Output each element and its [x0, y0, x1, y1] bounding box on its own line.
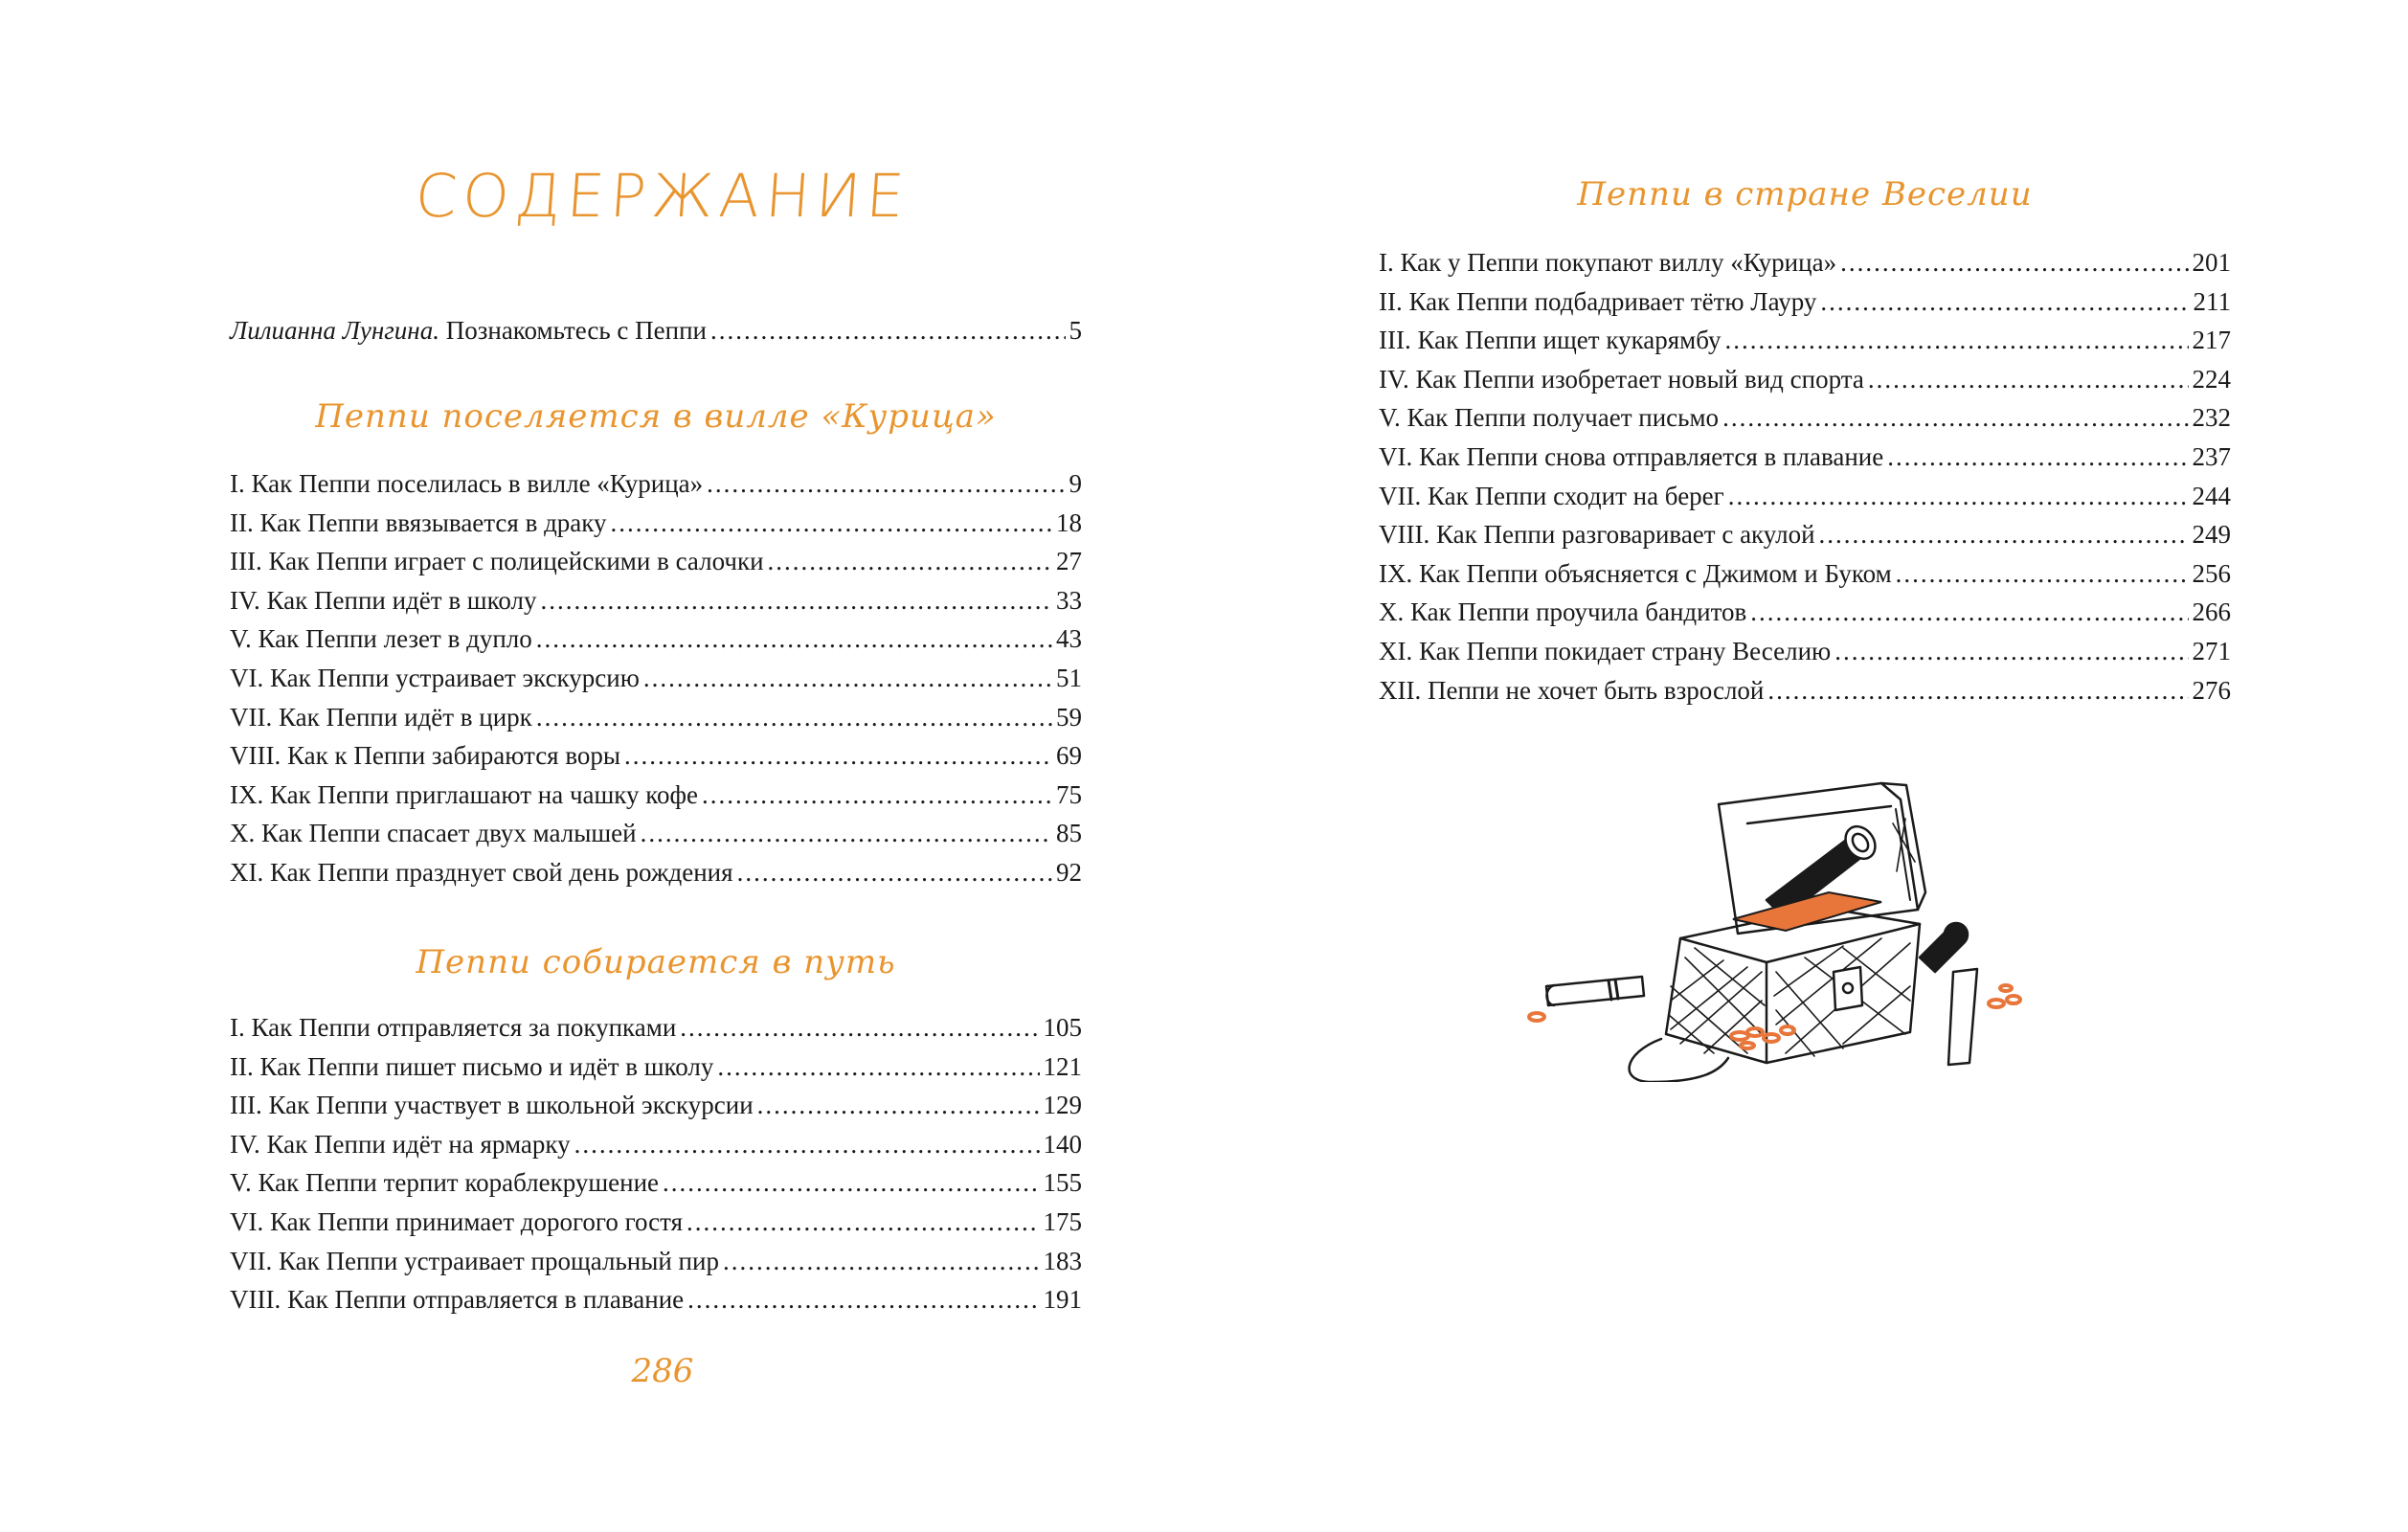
- toc-entry-title: IX. Как Пеппи объясняется с Джимом и Буком: [1379, 558, 1892, 588]
- treasure-chest-illustration: [1527, 766, 2044, 1082]
- dot-leader: [723, 1242, 1040, 1281]
- toc-entry[interactable]: [230, 814, 1082, 853]
- dot-leader: [1820, 282, 2189, 322]
- toc-entry-page: 33: [1056, 585, 1082, 615]
- toc-entry[interactable]: [230, 1125, 1082, 1164]
- toc-entry-title: X. Как Пеппи проучила бандитов: [1379, 597, 1747, 627]
- dot-leader: [717, 1048, 1039, 1087]
- dot-leader: [1728, 477, 2189, 516]
- toc-entry-intro[interactable]: [230, 311, 1082, 350]
- toc-entry-page: 217: [2192, 326, 2231, 355]
- toc-entry-page: 92: [1056, 857, 1082, 887]
- toc-entry-title: VI. Как Пеппи принимает дорогого гостя: [230, 1206, 684, 1236]
- dot-leader: [536, 620, 1052, 659]
- toc-entry-page: 59: [1056, 702, 1082, 732]
- dot-leader: [536, 698, 1052, 737]
- dot-leader: [611, 504, 1052, 543]
- toc-entry-title: I. Как Пеппи поселилась в вилле «Курица»: [230, 469, 704, 498]
- dot-leader: [1868, 360, 2189, 399]
- toc-entry[interactable]: [1379, 671, 2231, 710]
- toc-entry-page: 224: [2192, 364, 2231, 394]
- toc-entry[interactable]: [230, 1008, 1082, 1048]
- toc-entry-page: 271: [2192, 636, 2231, 665]
- dot-leader: [1724, 321, 2188, 360]
- toc-entry-title: VIII. Как Пеппи отправляется в плавание: [230, 1285, 685, 1315]
- dot-leader: [702, 776, 1052, 815]
- toc-entry-title: V. Как Пеппи лезет в дупло: [230, 624, 532, 654]
- toc-entry[interactable]: [230, 581, 1082, 620]
- toc-entry-page: 175: [1043, 1206, 1082, 1236]
- toc-entry-title: IV. Как Пеппи идёт в школу: [230, 585, 537, 615]
- toc-entry-title: VIII. Как Пеппи разговаривает с акулой: [1379, 520, 1815, 550]
- dot-leader: [710, 311, 1066, 350]
- toc-entry-page: 249: [2192, 520, 2231, 550]
- dot-leader: [1896, 554, 2189, 594]
- toc-entry-page: 129: [1043, 1091, 1082, 1120]
- dot-leader: [737, 853, 1052, 892]
- toc-entry-title: I. Как Пеппи отправляется за покупками: [230, 1013, 677, 1042]
- intro-title: Познакомьтесь с Пеппи: [439, 316, 707, 345]
- right-page: [1204, 0, 2408, 1532]
- dot-leader: [757, 1086, 1040, 1125]
- toc-entry[interactable]: [1379, 360, 2231, 399]
- toc-entry[interactable]: [1379, 477, 2231, 516]
- toc-entry-title: [230, 311, 707, 350]
- toc-entry[interactable]: [230, 736, 1082, 776]
- toc-entry-title: III. Как Пеппи участвует в школьной экскурсии: [230, 1091, 754, 1120]
- toc-entry-page: 155: [1043, 1168, 1082, 1198]
- dot-leader: [687, 1280, 1039, 1319]
- dot-leader: [1887, 438, 2188, 477]
- toc-entry[interactable]: [230, 504, 1082, 543]
- toc-entry-title: V. Как Пеппи терпит кораблекрушение: [230, 1168, 660, 1198]
- contents-title: СОДЕРЖАНИЕ: [413, 161, 912, 231]
- toc-entry[interactable]: [1379, 515, 2231, 554]
- toc-entry[interactable]: [1379, 243, 2231, 282]
- dot-leader: [768, 542, 1052, 581]
- dot-leader: [686, 1203, 1039, 1242]
- toc-entry[interactable]: [230, 1086, 1082, 1125]
- toc-entry-page: 211: [2193, 286, 2231, 316]
- toc-section-2: [230, 1008, 1082, 1319]
- toc-entry-page: 232: [2192, 403, 2231, 433]
- dot-leader: [1750, 593, 2188, 632]
- dot-leader: [680, 1008, 1039, 1048]
- dot-leader: [1767, 671, 2188, 710]
- toc-entry[interactable]: [1379, 632, 2231, 671]
- toc-entry[interactable]: [230, 542, 1082, 581]
- toc-entry-title: IX. Как Пеппи приглашают на чашку кофе: [230, 779, 699, 809]
- toc-entry-page: 18: [1056, 507, 1082, 537]
- toc-entry-title: II. Как Пеппи пишет письмо и идёт в школу: [230, 1051, 714, 1081]
- toc-entry[interactable]: [1379, 398, 2231, 438]
- dot-leader: [707, 464, 1065, 504]
- dot-leader: [624, 736, 1052, 776]
- dot-leader: [663, 1163, 1039, 1203]
- toc-entry-title: VI. Как Пеппи снова отправляется в плавание: [1379, 441, 1884, 471]
- toc-entry[interactable]: [1379, 554, 2231, 594]
- toc-entry-page: 266: [2192, 597, 2231, 627]
- toc-entry-page: 27: [1056, 547, 1082, 576]
- toc-entry-title: VII. Как Пеппи сходит на берег: [1379, 481, 1724, 510]
- dot-leader: [1819, 515, 2189, 554]
- toc-entry-title: V. Как Пеппи получает письмо: [1379, 403, 1720, 433]
- dot-leader: [1840, 243, 2188, 282]
- section-title-3: Пеппи в стране Веселии: [1577, 175, 2033, 214]
- toc-entry[interactable]: [230, 698, 1082, 737]
- toc-entry[interactable]: [230, 1163, 1082, 1203]
- toc-section-3: [1379, 243, 2231, 710]
- toc-entry-page: 43: [1056, 624, 1082, 654]
- dot-leader: [1834, 632, 2188, 671]
- toc-entry[interactable]: [1379, 321, 2231, 360]
- toc-entry-title: VIII. Как к Пеппи забираются воры: [230, 741, 621, 771]
- toc-entry-title: II. Как Пеппи ввязывается в драку: [230, 507, 607, 537]
- toc-entry-title: III. Как Пеппи играет с полицейскими в салочки: [230, 547, 764, 576]
- toc-entry[interactable]: [230, 620, 1082, 659]
- toc-entry-title: VI. Как Пеппи устраивает экскурсию: [230, 663, 640, 692]
- dot-leader: [641, 814, 1052, 853]
- toc-entry-title: XII. Пеппи не хочет быть взрослой: [1379, 675, 1765, 705]
- toc-entry[interactable]: [230, 1242, 1082, 1281]
- toc-entry-page: 51: [1056, 663, 1082, 692]
- dot-leader: [540, 581, 1052, 620]
- section-title-2: Пеппи собирается в путь: [416, 943, 896, 981]
- toc-entry-title: VII. Как Пеппи идёт в цирк: [230, 702, 532, 732]
- toc-entry-page: 5: [1069, 316, 1082, 345]
- toc-entry-title: XI. Как Пеппи покидает страну Веселию: [1379, 636, 1832, 665]
- toc-entry[interactable]: [230, 1280, 1082, 1319]
- toc-entry-page: 121: [1043, 1051, 1082, 1081]
- toc-entry-title: IV. Как Пеппи изобретает новый вид спорта: [1379, 364, 1864, 394]
- toc-entry[interactable]: [230, 853, 1082, 892]
- toc-entry-page: 69: [1056, 741, 1082, 771]
- toc-section-1: [230, 464, 1082, 892]
- dot-leader: [643, 659, 1052, 698]
- toc-entry[interactable]: [1379, 282, 2231, 322]
- toc-entry-title: II. Как Пеппи подбадривает тётю Лауру: [1379, 286, 1817, 316]
- toc-entry-title: I. Как у Пеппи покупают виллу «Курица»: [1379, 248, 1837, 277]
- toc-entry[interactable]: [1379, 593, 2231, 632]
- toc-entry-page: 85: [1056, 819, 1082, 848]
- page-number: 286: [631, 1352, 694, 1390]
- toc-entry-title: X. Как Пеппи спасает двух малышей: [230, 819, 637, 848]
- toc-entry-title: XI. Как Пеппи празднует свой день рождения: [230, 857, 733, 887]
- toc-entry-page: 75: [1056, 779, 1082, 809]
- toc-entry-page: 9: [1069, 469, 1082, 498]
- toc-entry-page: 244: [2192, 481, 2231, 510]
- toc-entry-page: 201: [2192, 248, 2231, 277]
- toc-entry-page: 191: [1043, 1285, 1082, 1315]
- section-title-1: Пеппи поселяется в вилле «Курица»: [315, 397, 997, 436]
- intro-list: [230, 311, 1082, 350]
- toc-entry[interactable]: [230, 659, 1082, 698]
- toc-entry[interactable]: [230, 464, 1082, 504]
- intro-author: Лилианна Лунгина.: [230, 316, 439, 345]
- toc-entry-page: 276: [2192, 675, 2231, 705]
- dot-leader: [1722, 398, 2188, 438]
- toc-entry[interactable]: [230, 1048, 1082, 1087]
- toc-entry-title: VII. Как Пеппи устраивает прощальный пир: [230, 1246, 719, 1275]
- toc-entry-title: IV. Как Пеппи идёт на ярмарку: [230, 1129, 571, 1159]
- dot-leader: [574, 1125, 1040, 1164]
- toc-entry-page: 237: [2192, 441, 2231, 471]
- toc-entry-page: 140: [1043, 1129, 1082, 1159]
- toc-entry-page: 105: [1043, 1013, 1082, 1042]
- toc-entry-page: 256: [2192, 558, 2231, 588]
- toc-entry[interactable]: [230, 1203, 1082, 1242]
- toc-entry[interactable]: [230, 776, 1082, 815]
- toc-entry-page: 183: [1043, 1246, 1082, 1275]
- toc-entry-title: III. Как Пеппи ищет кукарямбу: [1379, 326, 1722, 355]
- toc-entry[interactable]: [1379, 438, 2231, 477]
